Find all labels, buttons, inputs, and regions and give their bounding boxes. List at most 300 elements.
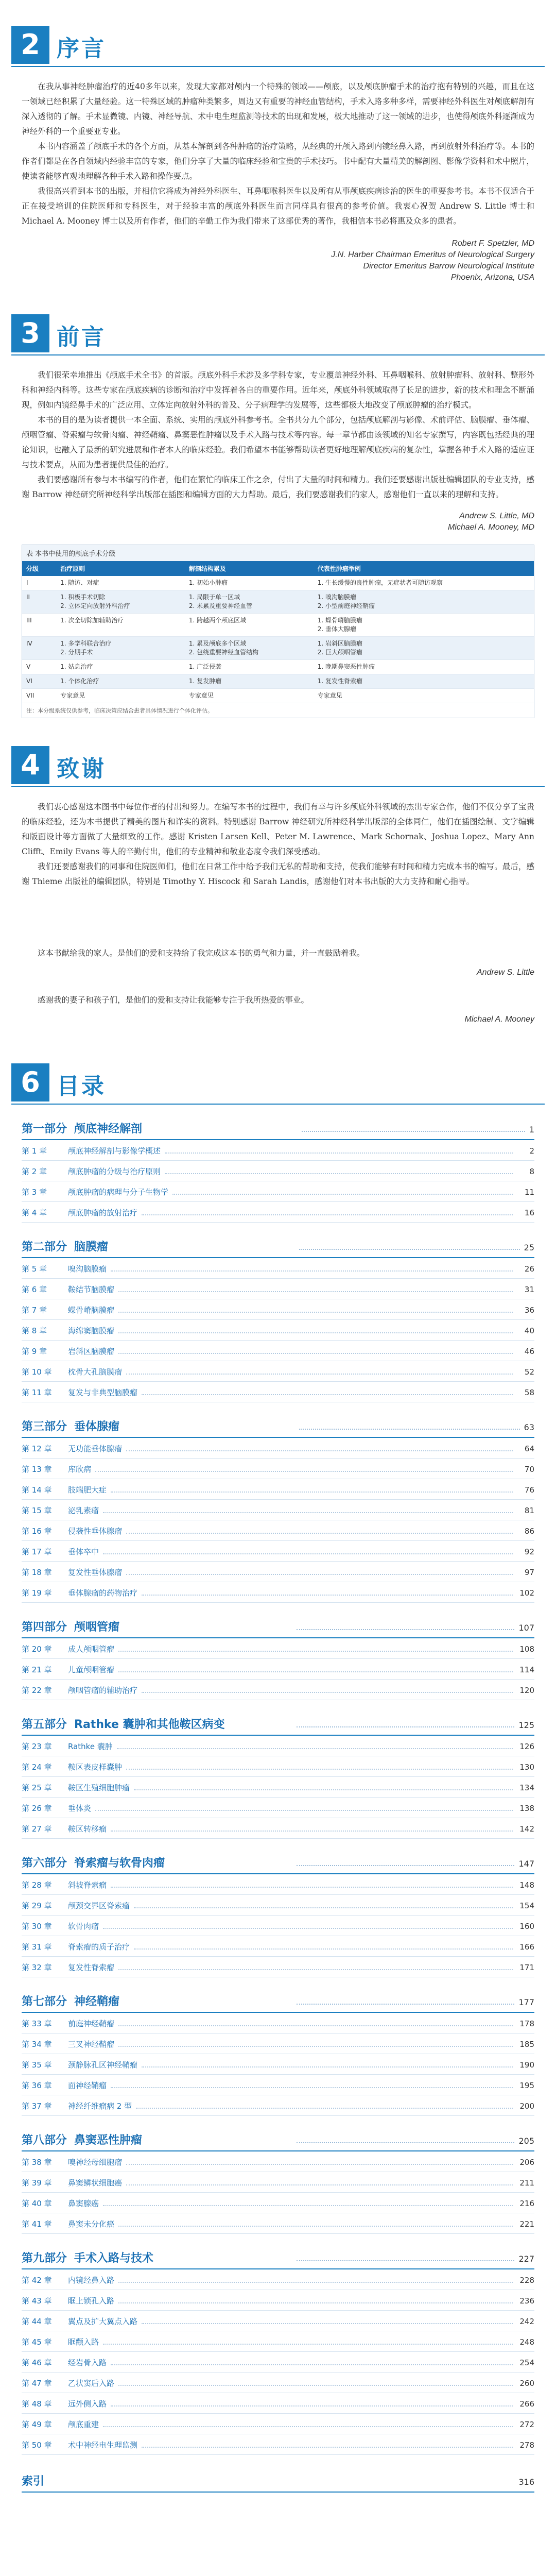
toc-page-number: 260: [519, 2379, 534, 2388]
toc-leader-dots: [118, 1312, 513, 1313]
toc-part-number: 第二部分: [22, 1241, 67, 1253]
toc-chapter-entry[interactable]: [22, 2352, 534, 2372]
toc-chapter-entry[interactable]: [22, 2151, 534, 2172]
toc-page-number: 142: [519, 1824, 534, 1834]
toc-leader-dots: [134, 1907, 513, 1908]
toc-chapter-number: 第 6 章: [22, 1285, 47, 1294]
toc-chapter-title: 远外侧入路: [68, 2399, 107, 2409]
toc-leader-dots: [103, 2344, 513, 2345]
toc-leader-dots: [134, 1948, 513, 1950]
toc-chapter-number: 第 50 章: [22, 2441, 52, 2450]
toc-chapter-number: 第 17 章: [22, 1547, 52, 1556]
toc-chapter-entry[interactable]: [22, 1181, 534, 1202]
toc-leader-dots: [126, 2164, 513, 2165]
toc-page-number: 278: [519, 2441, 534, 2450]
toc-chapter-entry[interactable]: [22, 1895, 534, 1916]
toc-chapter-title: 面神经鞘瘤: [68, 2081, 107, 2090]
toc-part: [22, 1238, 534, 1402]
table-header: 分级: [22, 561, 56, 576]
toc-leader-dots: [111, 2405, 513, 2406]
toc-page-number: 120: [519, 1686, 534, 1695]
toc-leader-dots: [111, 2087, 513, 2088]
toc-chapter-number: 第 3 章: [22, 1188, 47, 1197]
toc-chapter-entry[interactable]: [22, 2331, 534, 2352]
toc-page-number: 114: [519, 1665, 534, 1674]
toc-chapter-title: 复发与非典型脑膜瘤: [68, 1388, 138, 1397]
table-header: 代表性肿瘤举例: [314, 561, 534, 576]
toc-leader-dots: [299, 1249, 520, 1250]
toc-part: [22, 2249, 534, 2455]
toc-part: [22, 1993, 534, 2116]
toc-chapter-entry[interactable]: [22, 1361, 534, 1382]
section-rule: [11, 66, 545, 67]
table-cell: 1. 多学科联合治疗 2. 分期手术: [56, 637, 185, 660]
foreword-signature: Andrew S. Little, MD Michael A. Mooney, MD: [447, 512, 534, 532]
table-note: 注：本分级系统仅供参考，临床决策应结合患者具体情况进行个体化评估。: [26, 707, 213, 714]
toc-chapter-number: 第 42 章: [22, 2276, 52, 2285]
toc-part-title: Rathke 囊肿和其他鞍区病变: [74, 1718, 225, 1731]
toc-page-number: 190: [519, 2060, 534, 2070]
toc-index-entry: [22, 2472, 534, 2493]
toc-part-number: 第三部分: [22, 1420, 67, 1433]
toc-chapter-entry[interactable]: [22, 2372, 534, 2393]
toc-chapter-title: 软骨肉瘤: [68, 1922, 99, 1931]
toc-page-number: 126: [519, 1742, 534, 1751]
toc-part-number: 第五部分: [22, 1718, 67, 1731]
toc-chapter-number: 第 38 章: [22, 2158, 52, 2167]
toc-page-number: 92: [524, 1547, 534, 1556]
toc-chapter-entry[interactable]: [22, 2414, 534, 2434]
toc-chapter-entry[interactable]: [22, 1957, 534, 1977]
toc-leader-dots: [126, 1450, 513, 1451]
section-rule: [11, 354, 545, 355]
table-cell: 1. 初始小肿瘤: [185, 576, 314, 590]
toc-chapter-entry[interactable]: [22, 2193, 534, 2213]
toc-chapter-number: 第 28 章: [22, 1880, 52, 1890]
table-cell: 1. 局限于单一区域 2. 未累及重要神经血管: [185, 590, 314, 614]
ack-paragraph: 我们还要感谢我们的同事和住院医师们，他们在日常工作中给予我们无私的帮助和支持，使我们能够有时间和精力完成本书的编写。最后，感谢 Thieme 出版社的编辑团队，特别是 Timothy Y. Hiscock 和 Sarah Landis，感谢他们对本书出版的大力支持和耐心指导。: [22, 862, 534, 886]
toc-leader-dots: [95, 1471, 513, 1472]
toc-chapter-entry[interactable]: [22, 1562, 534, 1582]
toc-page-number: 166: [519, 1942, 534, 1952]
toc-chapter-number: 第 43 章: [22, 2296, 52, 2306]
toc-chapter-number: 第 19 章: [22, 1588, 52, 1598]
toc-header: [0, 1058, 556, 1105]
toc-part-title: 垂体腺瘤: [74, 1420, 120, 1433]
toc-page-number: 40: [524, 1326, 534, 1335]
toc-index-label[interactable]: 索引: [22, 2475, 45, 2488]
toc-leader-dots: [117, 1748, 513, 1749]
toc-chapter-number: 第 25 章: [22, 1783, 52, 1792]
table-row: [22, 660, 534, 674]
section-title: 目录: [57, 1073, 106, 1099]
toc-chapter-title: 垂体卒中: [68, 1547, 99, 1556]
toc-page-number: 185: [519, 2040, 534, 2049]
section-title: 前言: [57, 324, 106, 350]
toc-page-number: 52: [524, 1367, 534, 1377]
toc-chapter-title: 儿童颅咽管瘤: [68, 1665, 115, 1674]
section-number-badge: 2: [11, 26, 49, 64]
toc-chapter-entry[interactable]: [22, 1582, 534, 1603]
toc-chapter-title: 肢端肥大症: [68, 1485, 107, 1495]
ack-dedication: 这本书献给我的家人。是他们的爱和支持给了我完成这本书的勇气和力量，并一直鼓励着我。: [38, 948, 365, 958]
section-number-badge: 4: [11, 746, 49, 784]
table-caption: 表 本书中使用的颅底手术分级: [22, 545, 534, 561]
toc-leader-dots: [111, 1831, 513, 1832]
toc-part-title: 神经鞘瘤: [74, 1995, 120, 2008]
toc-page-number: 147: [518, 1859, 534, 1869]
toc-chapter-title: 鞍区转移瘤: [68, 1824, 107, 1834]
toc-part-heading[interactable]: [22, 1120, 534, 1140]
toc-leader-dots: [103, 1512, 513, 1513]
toc-page-number: 36: [524, 1306, 534, 1315]
toc-page-number: 221: [519, 2219, 534, 2229]
section-rule: [11, 786, 545, 787]
toc-chapter-number: 第 12 章: [22, 1444, 52, 1453]
toc-chapter-title: 三叉神经鞘瘤: [68, 2040, 115, 2049]
toc-chapter-number: 第 18 章: [22, 1568, 52, 1577]
preface-header: [0, 21, 556, 67]
toc-chapter-entry[interactable]: [22, 2095, 534, 2116]
toc-chapter-title: 泌乳素瘤: [68, 1506, 99, 1515]
toc-leader-dots: [142, 2323, 513, 2324]
toc-chapter-title: 颅底肿瘤的放射治疗: [68, 1208, 138, 1217]
toc-leader-dots: [299, 1429, 520, 1430]
toc-chapter-number: 第 10 章: [22, 1367, 52, 1377]
toc-leader-dots: [297, 1865, 515, 1866]
toc-chapter-entry[interactable]: [22, 1520, 534, 1541]
toc-part-number: 第八部分: [22, 2134, 67, 2147]
toc-leader-dots: [297, 1629, 515, 1630]
toc-chapter-number: 第 45 章: [22, 2337, 52, 2347]
toc-chapter-number: 第 5 章: [22, 1264, 47, 1274]
toc-chapter-title: 侵袭性垂体腺瘤: [68, 1527, 123, 1536]
foreword-paragraph: 本书的目的是为读者提供一本全面、系统、实用的颅底外科参考书。全书共分九个部分，包括颅底解剖与影像、术前评估、脑膜瘤、垂体瘤、颅咽管瘤、脊索瘤与软骨肉瘤、神经鞘瘤、鼻窦恶性肿瘤以及手术入路与技术等内容。每一章节都由该领域的知名专家撰写，内容既包括经典的理论知识，也融入了最新的研究进展和作者本人的临床经验。我们希望本书能够帮助读者更好地理解颅底疾病的复杂性，掌握各种手术入路的适应证与技术要点，从而为患者提供最佳的治疗。: [22, 415, 534, 469]
toc-chapter-title: 库欣病: [68, 1465, 92, 1474]
table-cell: 专家意见: [56, 689, 185, 703]
toc-leader-dots: [118, 1353, 513, 1354]
toc-part: [22, 1854, 534, 1977]
toc-chapter-entry[interactable]: [22, 2172, 534, 2193]
toc-chapter-title: 鞍区表皮样囊肿: [68, 1762, 123, 1772]
toc-chapter-entry[interactable]: [22, 2434, 534, 2455]
toc-part-title: 脑膜瘤: [74, 1241, 109, 1253]
toc-chapter-number: 第 46 章: [22, 2358, 52, 2367]
toc-leader-dots: [142, 1394, 513, 1395]
toc-chapter-entry[interactable]: [22, 2013, 534, 2033]
toc-chapter-title: 垂体腺瘤的药物治疗: [68, 1588, 138, 1598]
toc-part-heading[interactable]: [22, 1238, 534, 1258]
table-cell: I: [22, 576, 56, 590]
toc-chapter-entry[interactable]: [22, 1459, 534, 1479]
toc-chapter-number: 第 26 章: [22, 1804, 52, 1813]
toc-page-number: 242: [519, 2317, 534, 2326]
toc-chapter-number: 第 1 章: [22, 1146, 47, 1156]
toc-chapter-entry[interactable]: [22, 2393, 534, 2414]
toc-page-number: 228: [519, 2276, 534, 2285]
table-cell: 1. 广泛侵袭: [185, 660, 314, 674]
table-cell: 1. 随访、对症: [56, 576, 185, 590]
toc-page-number: 26: [524, 1264, 534, 1274]
toc-page-number: 195: [519, 2081, 534, 2090]
table-cell: 1. 复发性脊索瘤: [314, 674, 534, 689]
toc-chapter-entry[interactable]: [22, 1798, 534, 1818]
toc-chapter-title: 眶颧入路: [68, 2337, 99, 2347]
toc-chapter-entry[interactable]: [22, 1874, 534, 1895]
table-cell: 1. 累及颅底多个区域 2. 包绕重要神经血管结构: [185, 637, 314, 660]
toc-chapter-title: 术中神经电生理监测: [68, 2441, 138, 2450]
toc-part-number: 第九部分: [22, 2252, 67, 2265]
ack-paragraph: 我们衷心感谢这本图书中每位作者的付出和努力。在编写本书的过程中，我们有幸与许多颅底外科领域的杰出专家合作，他们不仅分享了宝贵的临床经验，还为本书提供了精美的图片和详实的资料。特别感谢 Barrow 神经研究所神经科学出版部的全体同仁，他们在插图绘制、文字编辑和版面设计等方面做了大量细致的工作。感谢 Kristen Larsen Kell、Peter M. Lawrence、Mark Schornak、Joshua Lopez、Mary Ann Clifft、Emily Evans 等人的辛勤付出，他们的专业精神和敬业态度令我们深受感动。: [22, 802, 534, 856]
table-cell: 1. 积极手术切除 2. 立体定向放射外科治疗: [56, 590, 185, 614]
toc-leader-dots: [118, 1969, 513, 1970]
toc-chapter-number: 第 24 章: [22, 1762, 52, 1772]
toc-chapter-entry[interactable]: [22, 1202, 534, 1223]
toc-chapter-number: 第 37 章: [22, 2102, 52, 2111]
toc-chapter-entry[interactable]: [22, 1936, 534, 1957]
toc-chapter-title: 颅底重建: [68, 2420, 99, 2429]
toc-page-number: 200: [519, 2102, 534, 2111]
toc-part-title: 手术入路与技术: [74, 2252, 154, 2265]
toc-chapter-entry[interactable]: [22, 1279, 534, 1299]
toc-leader-dots: [142, 1214, 513, 1215]
section-number-badge: 3: [11, 314, 49, 352]
preface-signature: Robert F. Spetzler, MD J.N. Harber Chairman Emeritus of Neurological Surgery Director Emeritus Barrow Neurological Institute Phoenix, Arizona, USA: [331, 239, 534, 282]
toc-leader-dots: [126, 1533, 513, 1534]
toc-chapter-title: 垂体炎: [68, 1804, 92, 1813]
toc-page-number: 236: [519, 2296, 534, 2306]
toc-chapter-entry[interactable]: [22, 1500, 534, 1520]
toc-part: [22, 1120, 534, 1223]
toc-part-title: 颅底神经解剖: [74, 1123, 143, 1136]
toc-chapter-title: 复发性垂体腺瘤: [68, 1568, 123, 1577]
toc-leader-dots: [111, 2364, 513, 2365]
toc-chapter-number: 第 15 章: [22, 1506, 52, 1515]
toc-leader-dots: [142, 2447, 513, 2448]
ack-signature: Andrew S. Little: [476, 968, 534, 977]
toc-leader-dots: [302, 1131, 525, 1132]
toc-page-number: 25: [524, 1243, 534, 1252]
toc-chapter-title: 枕骨大孔脑膜瘤: [68, 1367, 123, 1377]
toc-page-number: 154: [519, 1901, 534, 1910]
toc-chapter-number: 第 44 章: [22, 2317, 52, 2326]
toc-chapter-entry[interactable]: [22, 1299, 534, 1320]
toc-chapter-entry[interactable]: [22, 1382, 534, 1402]
toc-chapter-entry[interactable]: [22, 1161, 534, 1181]
toc-chapter-number: 第 40 章: [22, 2199, 52, 2208]
toc-chapter-title: 眶上锁孔入路: [68, 2296, 115, 2306]
toc-part-heading[interactable]: [22, 1418, 534, 1438]
preface-paragraph: 本书内容涵盖了颅底手术的各个方面，从基本解剖到各种肿瘤的治疗策略，从经典的开颅入路到内镜经鼻入路，再到放射外科治疗等。本书的作者们都是在各自领域内经验丰富的专家，他们分享了大量的临床经验和宝贵的手术技巧。书中配有大量精美的解剖图、影像学资料和术中照片，使读者能够直观地理解各种手术入路和操作要点。: [22, 142, 534, 181]
toc-leader-dots: [103, 2205, 513, 2206]
toc-chapter-entry[interactable]: [22, 2269, 534, 2290]
grading-table: [22, 561, 534, 703]
toc-chapter-entry[interactable]: [22, 2311, 534, 2331]
toc-part-heading[interactable]: [22, 1993, 534, 2013]
toc-part-number: 第七部分: [22, 1995, 67, 2008]
toc-leader-dots: [136, 2108, 513, 2109]
toc-chapter-entry[interactable]: [22, 1479, 534, 1500]
toc-chapter-number: 第 31 章: [22, 1942, 52, 1952]
toc-part: [22, 1418, 534, 1603]
toc-chapter-title: 经岩骨入路: [68, 2358, 107, 2367]
toc-page-number: 134: [519, 1783, 534, 1792]
toc-leader-dots: [118, 1291, 513, 1292]
toc-page-number: 227: [518, 2254, 534, 2264]
toc-chapter-entry[interactable]: [22, 1638, 534, 1659]
ack-header: [0, 741, 556, 787]
toc-leader-dots: [103, 2426, 513, 2427]
toc-page-number: 16: [524, 1208, 534, 1217]
toc-chapter-number: 第 48 章: [22, 2399, 52, 2409]
toc-chapter-entry[interactable]: [22, 1680, 534, 1700]
toc-leader-dots: [297, 2260, 515, 2261]
toc-chapter-entry[interactable]: [22, 2213, 534, 2234]
toc-leader-dots: [126, 2184, 513, 2185]
toc-leader-dots: [142, 1692, 513, 1693]
toc-chapter-title: 蝶骨嵴脑膜瘤: [68, 1306, 115, 1315]
toc-leader-dots: [118, 2302, 513, 2303]
toc-part-heading[interactable]: [22, 1618, 534, 1638]
table-cell: V: [22, 660, 56, 674]
toc-chapter-title: 无功能垂体腺瘤: [68, 1444, 123, 1453]
toc-chapter-number: 第 2 章: [22, 1167, 47, 1176]
section-title: 致谢: [57, 756, 106, 782]
toc-part-heading[interactable]: [22, 1716, 534, 1736]
toc-page-number: 148: [519, 1880, 534, 1890]
toc-leader-dots: [103, 1928, 513, 1929]
toc-page-number: 46: [524, 1347, 534, 1356]
section-rule: [11, 1104, 545, 1105]
toc-chapter-entry[interactable]: [22, 1736, 534, 1756]
toc-chapter-title: 鼻窦鳞状细胞癌: [68, 2178, 123, 2188]
toc-chapter-number: 第 7 章: [22, 1306, 47, 1315]
ack-signature: Michael A. Mooney: [464, 1015, 534, 1024]
toc-chapter-title: 颈静脉孔区神经鞘瘤: [68, 2060, 138, 2070]
toc-page-number: 216: [519, 2199, 534, 2208]
toc-page-number: 63: [524, 1422, 534, 1432]
toc-leader-dots: [297, 2004, 515, 2005]
toc-page-number: 125: [518, 1720, 534, 1730]
toc-chapter-number: 第 47 章: [22, 2379, 52, 2388]
toc-leader-dots: [134, 1789, 513, 1790]
toc-page-number: 178: [519, 2019, 534, 2028]
toc-chapter-entry[interactable]: [22, 1916, 534, 1936]
toc-chapter-entry[interactable]: [22, 1258, 534, 1279]
toc-chapter-title: 颅底肿瘤的病理与分子生物学: [68, 1188, 169, 1197]
toc-chapter-entry[interactable]: [22, 1818, 534, 1839]
toc-page-number: 58: [524, 1388, 534, 1397]
toc-leader-dots: [118, 1332, 513, 1333]
toc-leader-dots: [118, 1671, 513, 1672]
toc-chapter-entry[interactable]: [22, 1438, 534, 1459]
toc-page-number: 2: [529, 1146, 534, 1156]
toc-chapter-number: 第 39 章: [22, 2178, 52, 2188]
table-cell: 1. 姑息治疗: [56, 660, 185, 674]
toc-leader-dots: [111, 1270, 513, 1272]
foreword-paragraph: 我们要感谢所有参与本书编写的作者，他们在繁忙的临床工作之余，付出了大量的时间和精力。我们还要感谢出版社编辑团队的专业支持，感谢 Barrow 神经研究所神经科学出版部在插图和编辑方面的大力帮助。最后，我们要感谢我们的家人，感谢他们一直以来的理解和支持。: [22, 475, 534, 499]
toc-chapter-title: 嗅沟脑膜瘤: [68, 1264, 107, 1274]
toc-chapter-number: 第 27 章: [22, 1824, 52, 1834]
toc-chapter-entry[interactable]: [22, 2075, 534, 2095]
toc-chapter-title: Rathke 囊肿: [68, 1742, 113, 1751]
table-cell: 1. 岩斜区脑膜瘤 2. 巨大颅咽管瘤: [314, 637, 534, 660]
toc-leader-dots: [111, 1887, 513, 1888]
table-header-row: [22, 561, 534, 576]
toc-page-number: 8: [529, 1167, 534, 1176]
section-title: 序言: [57, 36, 106, 62]
toc-chapter-entry[interactable]: [22, 1320, 534, 1341]
table-cell: III: [22, 614, 56, 637]
toc-chapter-entry[interactable]: [22, 1777, 534, 1798]
toc-chapter-entry[interactable]: [22, 1541, 534, 1562]
toc-chapter-number: 第 23 章: [22, 1742, 52, 1751]
toc-page-number: 138: [519, 1804, 534, 1813]
preface-paragraph: 我很高兴看到本书的出版，并相信它将成为神经外科医生、耳鼻咽喉科医生以及所有从事颅底疾病诊治的医生的重要参考书。本书不仅适合于正在接受培训的住院医师和专科医生，对于经验丰富的颅底外科医生而言同样具有很高的参考价值。我衷心祝贺 Andrew S. Little 博士和 Michael A. Mooney 博士以及所有作者，他们的辛勤工作为我们带来了这部优秀的著作，我相信本书必将惠及众多的患者。: [22, 187, 534, 226]
toc-chapter-entry[interactable]: [22, 2033, 534, 2054]
toc-part-heading[interactable]: [22, 2249, 534, 2269]
toc-chapter-title: 前庭神经鞘瘤: [68, 2019, 115, 2028]
table-cell: VI: [22, 674, 56, 689]
table-cell: 专家意见: [314, 689, 534, 703]
toc-chapter-number: 第 41 章: [22, 2219, 52, 2229]
toc-chapter-title: 乙状窦后入路: [68, 2379, 115, 2388]
toc-chapter-entry[interactable]: [22, 2054, 534, 2075]
table-row: [22, 576, 534, 590]
toc-chapter-title: 嗅神经母细胞瘤: [68, 2158, 123, 2167]
toc-chapter-title: 鞍结节脑膜瘤: [68, 1285, 115, 1294]
toc-chapter-entry[interactable]: [22, 1659, 534, 1680]
toc-chapter-entry[interactable]: [22, 2290, 534, 2311]
table-of-contents: [22, 1120, 534, 2455]
toc-chapter-number: 第 11 章: [22, 1388, 52, 1397]
toc-leader-dots: [118, 2046, 513, 2047]
toc-chapter-entry[interactable]: [22, 1756, 534, 1777]
toc-leader-dots: [165, 1153, 513, 1154]
toc-leader-dots: [126, 1769, 513, 1770]
toc-chapter-title: 复发性脊索瘤: [68, 1963, 115, 1972]
table-cell: 1. 嗅沟脑膜瘤 2. 小型前庭神经鞘瘤: [314, 590, 534, 614]
toc-chapter-number: 第 4 章: [22, 1208, 47, 1217]
table-cell: VII: [22, 689, 56, 703]
toc-chapter-title: 岩斜区脑膜瘤: [68, 1347, 115, 1356]
toc-chapter-title: 翼点及扩大翼点入路: [68, 2317, 138, 2326]
toc-part-number: 第四部分: [22, 1621, 67, 1634]
table-row: [22, 637, 534, 660]
toc-leader-dots: [297, 1726, 515, 1727]
toc-page-number: 11: [524, 1188, 534, 1197]
toc-chapter-entry[interactable]: [22, 1341, 534, 1361]
toc-page-number: 177: [518, 1997, 534, 2007]
toc-chapter-number: 第 29 章: [22, 1901, 52, 1910]
table-cell: 1. 次全切除加辅助治疗: [56, 614, 185, 637]
toc-part-heading[interactable]: [22, 1854, 534, 1874]
toc-part-heading[interactable]: [22, 2131, 534, 2151]
table-row: [22, 674, 534, 689]
toc-chapter-title: 颅底肿瘤的分级与治疗原则: [68, 1167, 161, 1176]
toc-chapter-entry[interactable]: [22, 1140, 534, 1161]
table-header: 治疗原则: [56, 561, 185, 576]
toc-chapter-number: 第 32 章: [22, 1963, 52, 1972]
preface-paragraph: 在我从事神经肿瘤治疗的近40多年以来，发现大家都对颅内一个特殊的领域——颅底，以及颅底肿瘤手术的治疗抱有特别的兴趣，而且在这一领域已经积累了大量经验。这一特殊区域的肿瘤种类繁多，周边又有重要的神经血管结构，手术入路多种多样，需要神经外科医生对颅底解剖有深入透彻的了解。手术显微镜、内镜、神经导航、术中电生理监测等技术的出现和发展，极大地推动了这一领域的进步，也使得颅底外科逐渐成为神经外科的一个重要亚专业。: [22, 82, 534, 136]
toc-chapter-title: 颅底神经解剖与影像学概述: [68, 1146, 161, 1156]
table-cell: IV: [22, 637, 56, 660]
toc-leader-dots: [111, 1492, 513, 1493]
toc-chapter-number: 第 33 章: [22, 2019, 52, 2028]
toc-page-number: 102: [519, 1588, 534, 1598]
toc-chapter-number: 第 22 章: [22, 1686, 52, 1695]
toc-part-number: 第六部分: [22, 1857, 67, 1870]
